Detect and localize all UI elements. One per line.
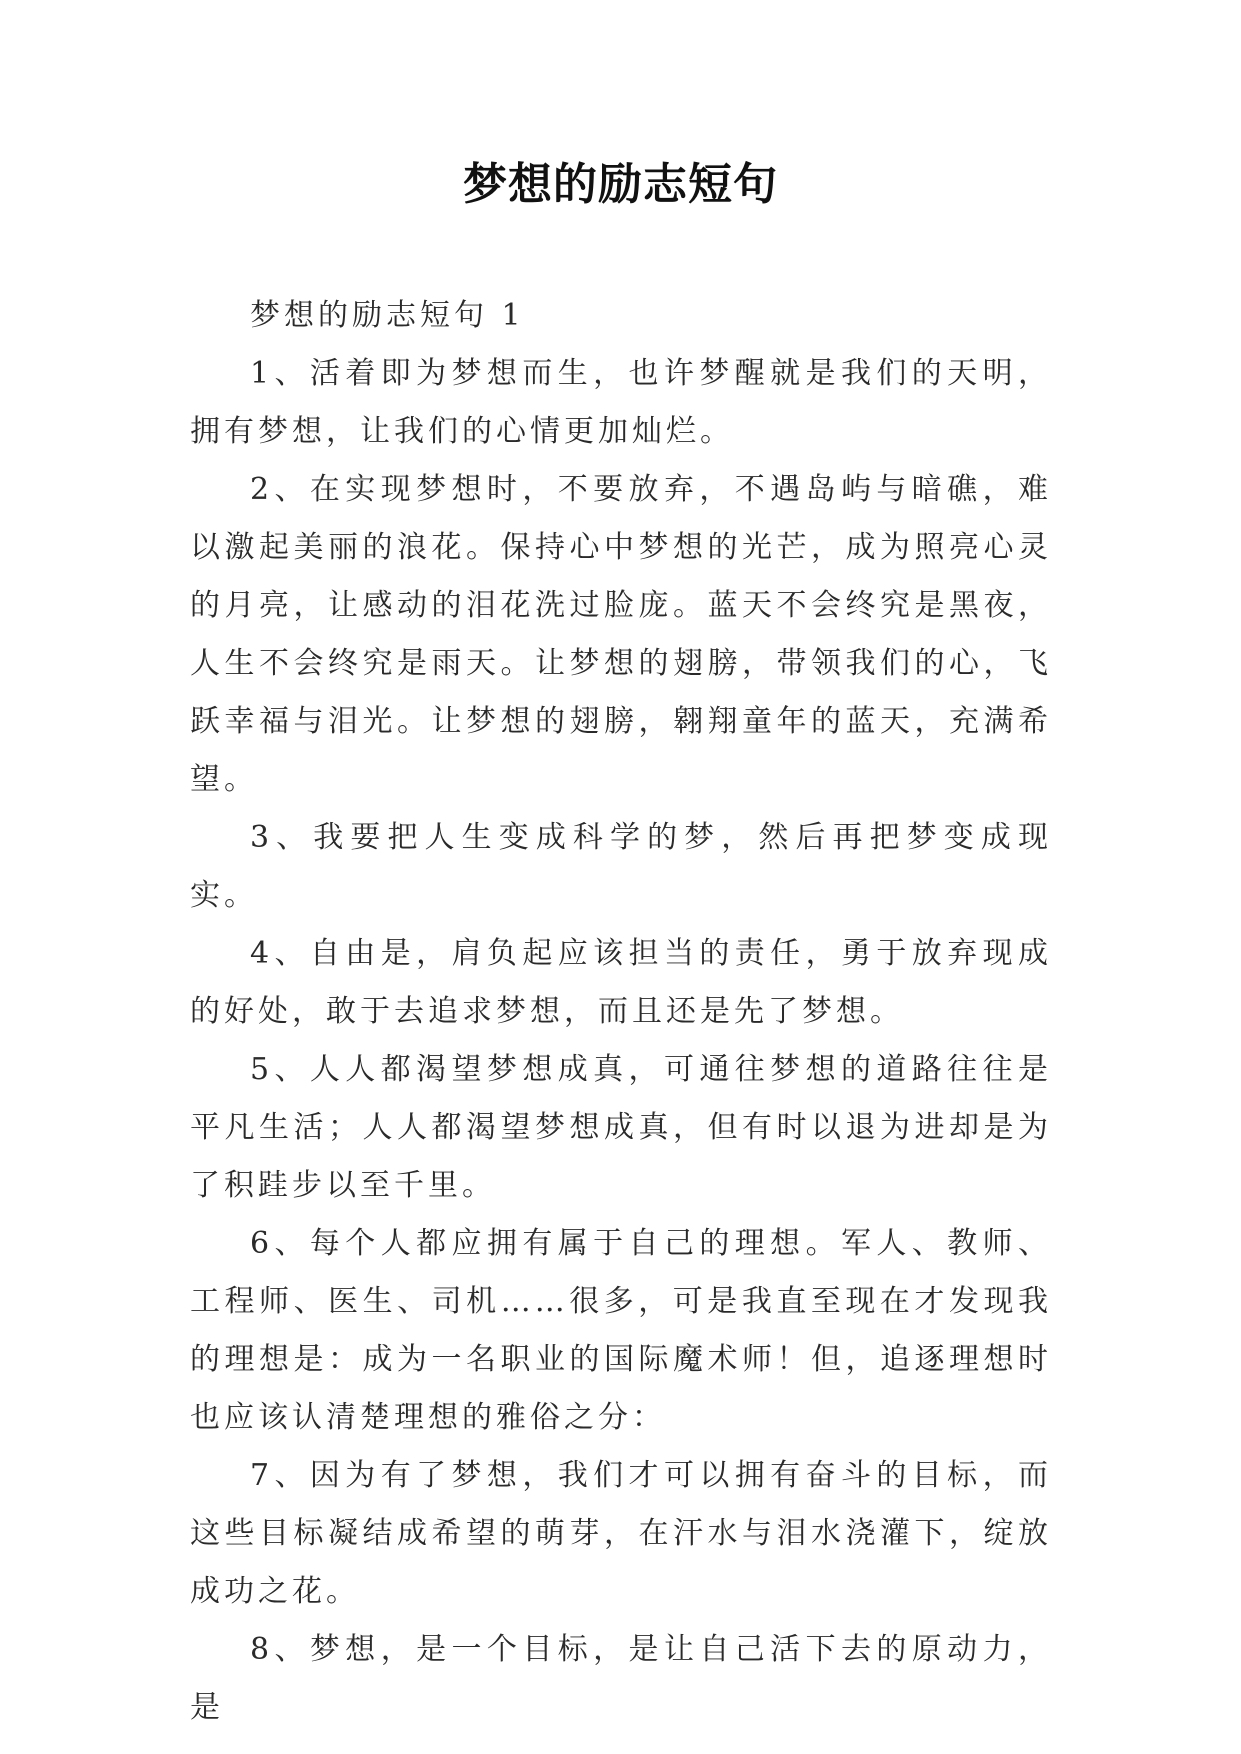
paragraph-1: 1、活着即为梦想而生，也许梦醒就是我们的天明，拥有梦想，让我们的心情更加灿烂。 bbox=[190, 356, 1052, 449]
document-title: 梦想的励志短句 bbox=[463, 159, 778, 210]
paragraph-5: 5、人人都渴望梦想成真，可通往梦想的道路往往是平凡生活；人人都渴望梦想成真，但有时以退为进却是为了积跬步以至千里。 bbox=[190, 1052, 1052, 1203]
paragraph-8: 8、梦想，是一个目标，是让自己活下去的原动力，是 bbox=[190, 1632, 1052, 1725]
paragraph-3: 3、我要把人生变成科学的梦，然后再把梦变成现实。 bbox=[190, 820, 1052, 913]
paragraph-2: 2、在实现梦想时，不要放弃，不遇岛屿与暗礁，难以激起美丽的浪花。保持心中梦想的光芒，成为照亮心灵的月亮，让感动的泪花洗过脸庞。蓝天不会终究是黑夜，人生不会终究是雨天。让梦想的翅膀，带领我们的心，飞跃幸福与泪光。让梦想的翅膀，翱翔童年的蓝天，充满希望。 bbox=[190, 472, 1052, 797]
paragraph-4: 4、自由是，肩负起应该担当的责任，勇于放弃现成的好处，敢于去追求梦想，而且还是先了梦想。 bbox=[190, 936, 1052, 1029]
document-body bbox=[190, 287, 1052, 1737]
paragraph-7: 7、因为有了梦想，我们才可以拥有奋斗的目标，而这些目标凝结成希望的萌芽，在汗水与泪水浇灌下，绽放成功之花。 bbox=[190, 1458, 1052, 1609]
section-heading: 梦想的励志短句 1 bbox=[250, 298, 525, 333]
paragraph-6: 6、每个人都应拥有属于自己的理想。军人、教师、工程师、医生、司机……很多，可是我直至现在才发现我的理想是：成为一名职业的国际魔术师！但，追逐理想时也应该认清楚理想的雅俗之分： bbox=[190, 1226, 1052, 1435]
